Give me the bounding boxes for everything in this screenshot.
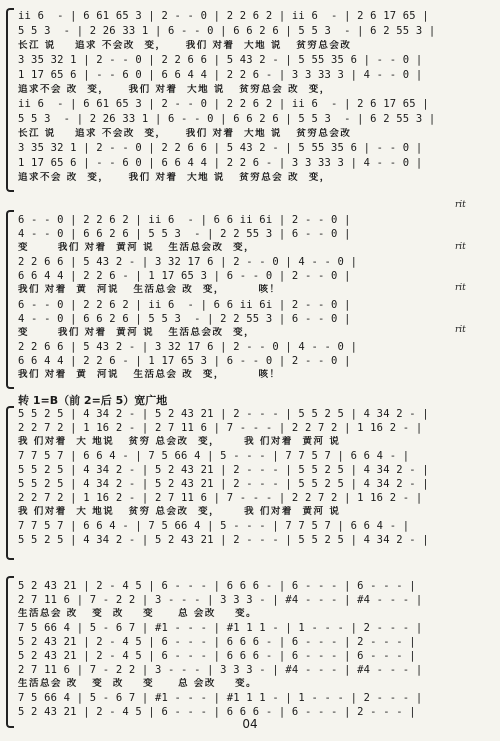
s2-line-9: 2 2 6 6 | 5 43 2 - | 3 32 17 6 | 2 - - 0 | 4 - - 0 | bbox=[18, 341, 358, 353]
s2-line-0: 6 - - 0 | 2 2 6 2 | ii 6 - | 6 6 ii 6i | 2 - - 0 | bbox=[18, 214, 351, 226]
s3-line-0: 5 5 2 5 | 4 34 2 - | 5 2 43 21 | 2 - - - | 5 5 2 5 | 4 34 2 - | bbox=[18, 408, 429, 420]
s2-lyric-2: 变 我们 对着 黄河 说 生活总会改 变， bbox=[18, 327, 256, 338]
s4-line-8: 7 5 66 4 | 5 - 6 7 | #1 - - - | #1 1 1 - | 1 - - - | 2 - - - | bbox=[18, 692, 423, 704]
system-1-brace bbox=[6, 8, 14, 192]
s2-lyric-3: 我们 对着 黄 河说 生活总会 改 变， 咳！ bbox=[18, 369, 281, 380]
page-number: 04 bbox=[242, 717, 258, 731]
s3-lyric-1: 我 们对着 大 地说 贫穷 总会改 变， 我 们对着 黄河 说 bbox=[18, 506, 341, 517]
s4-line-6: 2 7 11 6 | 7 - 2 2 | 3 - - - | 3 3 3 - | #4 - - - | #4 - - - | bbox=[18, 664, 423, 676]
s3-line-8: 7 7 5 7 | 6 6 4 - | 7 5 66 4 | 5 - - - | 7 7 5 7 | 6 6 4 - | bbox=[18, 520, 410, 532]
system-2-brace bbox=[6, 210, 14, 389]
s4-line-0: 5 2 43 21 | 2 - 4 5 | 6 - - - | 6 6 6 - | 6 - - - | 6 - - - | bbox=[18, 580, 416, 592]
s3-line-5: 5 5 2 5 | 4 34 2 - | 5 2 43 21 | 2 - - - | 5 5 2 5 | 4 34 2 - | bbox=[18, 478, 429, 490]
s4-line-1: 2 7 11 6 | 7 - 2 2 | 3 - - - | 3 3 3 - | #4 - - - | #4 - - - | bbox=[18, 594, 423, 606]
s4-line-9: 5 2 43 21 | 2 - 4 5 | 6 - - - | 6 6 6 - | 6 - - - | 2 - - - | bbox=[18, 706, 416, 718]
s2-line-7: 4 - - 0 | 6 6 2 6 | 5 5 3 - | 2 2 55 3 | 6 - - 0 | bbox=[18, 313, 351, 325]
s4-lyric-1: 生活总会 改 变 改 变 总 会改 变。 bbox=[18, 678, 258, 689]
s2-line-1: 4 - - 0 | 6 6 2 6 | 5 5 3 - | 2 2 55 3 | 6 - - 0 | bbox=[18, 228, 351, 240]
system-3-brace bbox=[6, 406, 14, 560]
rit-mark-1: rit bbox=[455, 200, 466, 210]
rit-mark-2: rit bbox=[455, 242, 466, 252]
rit-mark-3: rit bbox=[455, 283, 466, 293]
s3-lyric-0: 我 们对着 大 地说 贫穷 总会改 变， 我 们对着 黄河 说 bbox=[18, 436, 341, 447]
s1-line-4: 1 17 65 6 | - - 6 0 | 6 6 4 4 | 2 2 6 - | 3 3 33 3 | 4 - - 0 | bbox=[18, 69, 423, 81]
s1-line-7: 5 5 3 - | 2 26 33 1 | 6 - - 0 | 6 6 2 6 | 5 5 3 - | 6 2 55 3 | bbox=[18, 113, 436, 125]
rit-mark-4: rit bbox=[455, 325, 466, 335]
s1-lyric-0: 长江 说 追求 不会改 变， 我们 对着 大地 说 贫穷总会改 bbox=[18, 40, 352, 51]
s2-lyric-0: 变 我们 对着 黄河 说 生活总会改 变， bbox=[18, 242, 256, 253]
s3-line-3: 7 7 5 7 | 6 6 4 - | 7 5 66 4 | 5 - - - | 7 7 5 7 | 6 6 4 - | bbox=[18, 450, 410, 462]
s1-line-0: ii 6 - | 6 61 65 3 | 2 - - 0 | 2 2 6 2 | ii 6 - | 2 6 17 65 | bbox=[18, 10, 429, 22]
s2-line-4: 6 6 4 4 | 2 2 6 - | 1 17 65 3 | 6 - - 0 | 2 - - 0 | bbox=[18, 270, 351, 282]
s4-line-4: 5 2 43 21 | 2 - 4 5 | 6 - - - | 6 6 6 - | 6 - - - | 2 - - - | bbox=[18, 636, 416, 648]
s3-line-9: 5 5 2 5 | 4 34 2 - | 5 2 43 21 | 2 - - - | 5 5 2 5 | 4 34 2 - | bbox=[18, 534, 429, 546]
s3-line-4: 5 5 2 5 | 4 34 2 - | 5 2 43 21 | 2 - - - | 5 5 2 5 | 4 34 2 - | bbox=[18, 464, 429, 476]
s4-line-3: 7 5 66 4 | 5 - 6 7 | #1 - - - | #1 1 1 - | 1 - - - | 2 - - - | bbox=[18, 622, 423, 634]
s3-line-1: 2 2 7 2 | 1 16 2 - | 2 7 11 6 | 7 - - - | 2 2 7 2 | 1 16 2 - | bbox=[18, 422, 423, 434]
s1-lyric-1: 追求不会 改 变， 我们 对着 大地 说 贫穷总会 改 变， bbox=[18, 84, 331, 95]
s2-line-3: 2 2 6 6 | 5 43 2 - | 3 32 17 6 | 2 - - 0 | 4 - - 0 | bbox=[18, 256, 358, 268]
s2-line-10: 6 6 4 4 | 2 2 6 - | 1 17 65 3 | 6 - - 0 | 2 - - 0 | bbox=[18, 355, 351, 367]
s1-line-1: 5 5 3 - | 2 26 33 1 | 6 - - 0 | 6 6 2 6 | 5 5 3 - | 6 2 55 3 | bbox=[18, 25, 436, 37]
s4-line-5: 5 2 43 21 | 2 - 4 5 | 6 - - - | 6 6 6 - | 6 - - - | 6 - - - | bbox=[18, 650, 416, 662]
key-change-marking: 转 1=B（前 2=后 5）宽广地 bbox=[18, 394, 168, 407]
s2-line-6: 6 - - 0 | 2 2 6 2 | ii 6 - | 6 6 ii 6i | 2 - - 0 | bbox=[18, 299, 351, 311]
s3-line-6: 2 2 7 2 | 1 16 2 - | 2 7 11 6 | 7 - - - | 2 2 7 2 | 1 16 2 - | bbox=[18, 492, 423, 504]
s1-line-9: 3 35 32 1 | 2 - - 0 | 2 2 6 6 | 5 43 2 - | 5 55 35 6 | - - 0 | bbox=[18, 142, 423, 154]
s2-lyric-1: 我们 对着 黄 河说 生活总会 改 变， 咳！ bbox=[18, 284, 281, 295]
s1-line-3: 3 35 32 1 | 2 - - 0 | 2 2 6 6 | 5 43 2 - | 5 55 35 6 | - - 0 | bbox=[18, 54, 423, 66]
s1-lyric-3: 追求不会 改 变， 我们 对着 大地 说 贫穷总会 改 变， bbox=[18, 172, 331, 183]
s1-line-10: 1 17 65 6 | - - 6 0 | 6 6 4 4 | 2 2 6 - | 3 3 33 3 | 4 - - 0 | bbox=[18, 157, 423, 169]
s1-line-6: ii 6 - | 6 61 65 3 | 2 - - 0 | 2 2 6 2 | ii 6 - | 2 6 17 65 | bbox=[18, 98, 429, 110]
s1-lyric-2: 长江 说 追求 不会改 变， 我们 对着 大地 说 贫穷总会改 bbox=[18, 128, 352, 139]
system-4-brace bbox=[6, 576, 14, 728]
s4-lyric-0: 生活总会 改 变 改 变 总 会改 变。 bbox=[18, 608, 258, 619]
